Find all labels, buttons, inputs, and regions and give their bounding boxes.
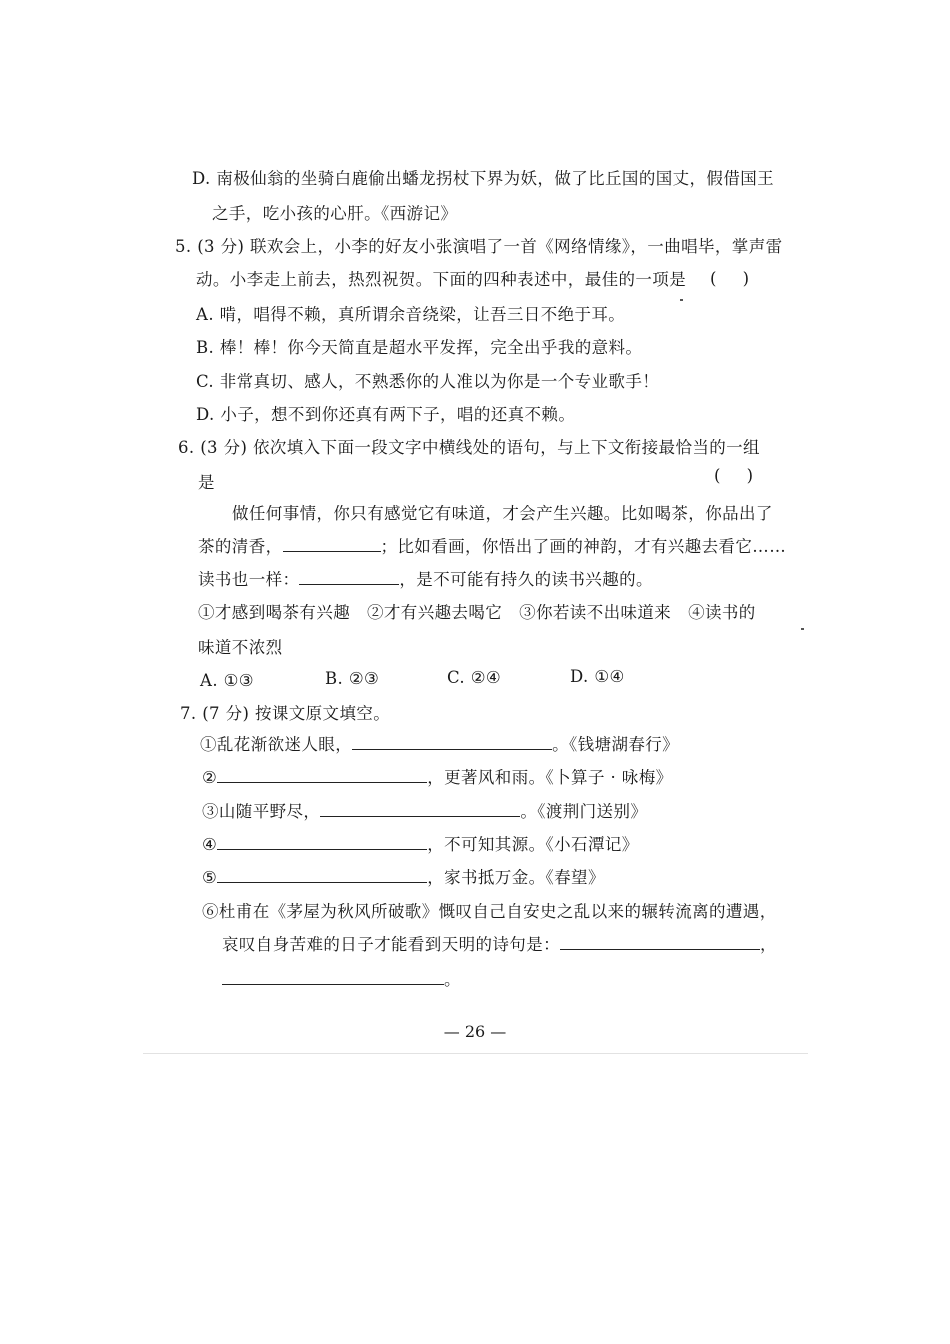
q6-option-a: A. ①③ (200, 671, 254, 690)
page-number: — 26 — (443, 1022, 507, 1041)
q6-passage-text: 读书也一样： (198, 570, 300, 589)
q7-item-6-line1: ⑥杜甫在《茅屋为秋风所破歌》慨叹自己自安史之乱以来的辗转流离的遭遇， (202, 902, 777, 921)
q6-stem-line1: 6. (3 分) 依次填入下面一段文字中横线处的语句，与上下文衔接最恰当的一组 (178, 438, 760, 457)
q6-passage-line1: 做任何事情，你只有感觉它有味道，才会产生兴趣。比如喝茶，你品出了 (232, 504, 773, 523)
q7-item-text: 。《钱塘湖春行》 (552, 735, 680, 754)
q4-option-d-line1: D. 南极仙翁的坐骑白鹿偷出蟠龙拐杖下界为妖，做了比丘国的国丈，假借国王 (192, 169, 775, 188)
q6-passage-text: ，是不可能有持久的读书兴趣的。 (399, 570, 653, 589)
q7-item-4 (202, 834, 639, 856)
q6-passage-text: ；比如看画，你悟出了画的神韵，才有兴趣去看它…… (380, 537, 787, 556)
q6-choices-line1: ①才感到喝茶有兴趣 ②才有兴趣去喝它 ③你若读不出味道来 ④读书的 (198, 603, 756, 622)
q6-option-d: D. ①④ (570, 667, 625, 686)
q6-stem-line2: 是 (198, 473, 215, 492)
q7-item-text: ③山随平野尽， (202, 802, 321, 821)
q7-item-text: ，更著风和雨。《卜算子 · 咏梅》 (427, 768, 673, 787)
q7-item-text: 哀叹自身苦难的日子才能看到天明的诗句是： (222, 935, 560, 954)
q5-option-a: A. 啃，唱得不赖，真所谓余音绕梁，让吾三日不绝于耳。 (196, 305, 626, 324)
q6-passage-text: 茶的清香， (198, 537, 283, 556)
q7-item-2 (202, 767, 673, 789)
q7-item-text: 。《渡荆门送别》 (520, 802, 648, 821)
q7-blank-6b[interactable] (222, 970, 444, 985)
q7-item-1 (200, 734, 679, 756)
q7-item-text: ② (202, 768, 218, 787)
q5-option-b: B. 棒！棒！你今天简直是超水平发挥，完全出乎我的意料。 (196, 338, 643, 357)
q7-item-text: ， (760, 935, 777, 954)
q5-answer-bracket[interactable]: ( ) (710, 269, 750, 288)
q6-blank-2[interactable] (299, 570, 399, 585)
q7-item-text: ④ (202, 835, 218, 854)
q7-item-6-line2 (222, 934, 777, 956)
q7-blank-2[interactable] (217, 768, 427, 783)
page-bottom-divider (143, 1053, 808, 1054)
q7-item-text: 。 (444, 970, 461, 989)
q6-passage-line3 (198, 569, 653, 591)
q6-choices-line2: 味道不浓烈 (198, 638, 283, 657)
q7-item-6-line3 (222, 969, 461, 991)
q7-item-5 (202, 867, 605, 889)
q5-stem-line2: 动。小李走上前去，热烈祝贺。下面的四种表述中，最佳的一项是 (196, 270, 687, 289)
q7-item-text: ⑤ (202, 868, 218, 887)
q7-blank-3[interactable] (320, 802, 520, 817)
scan-speck (801, 628, 804, 630)
q7-stem: 7. (7 分) 按课文原文填空。 (180, 704, 391, 723)
q6-option-b: B. ②③ (325, 669, 380, 688)
q7-item-text: ，不可知其源。《小石潭记》 (427, 835, 639, 854)
q4-option-d-line2: 之手，吃小孩的心肝。《西游记》 (212, 204, 458, 223)
q7-blank-5[interactable] (217, 868, 427, 883)
q7-item-text: ，家书抵万金。《春望》 (427, 868, 605, 887)
scan-speck (680, 299, 683, 301)
q7-item-text: ①乱花渐欲迷人眼， (200, 735, 353, 754)
q7-blank-1[interactable] (352, 735, 552, 750)
q6-option-c: C. ②④ (447, 668, 502, 687)
q5-option-d: D. 小子，想不到你还真有两下子，唱的还真不赖。 (196, 405, 576, 424)
q7-blank-6a[interactable] (560, 935, 760, 950)
q6-passage-line2 (198, 536, 786, 558)
q7-item-3 (202, 801, 647, 823)
q6-answer-bracket[interactable]: ( ) (714, 466, 754, 485)
q5-option-c: C. 非常真切、感人，不熟悉你的人准以为你是一个专业歌手！ (196, 372, 660, 391)
q7-blank-4[interactable] (217, 835, 427, 850)
q5-stem-line1: 5. (3 分) 联欢会上，小李的好友小张演唱了一首《网络情缘》，一曲唱毕，掌声雷 (175, 237, 783, 256)
q6-blank-1[interactable] (283, 537, 381, 552)
